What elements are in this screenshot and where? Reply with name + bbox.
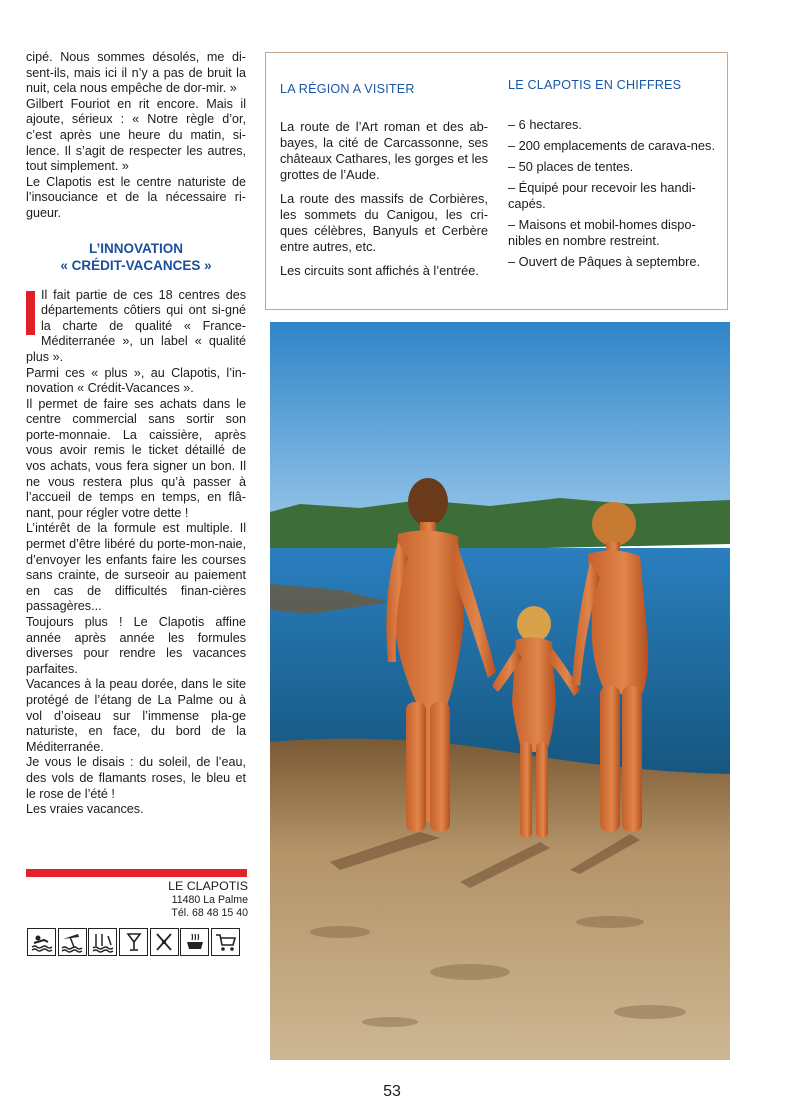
page-number: 53 [383, 1083, 401, 1100]
paragraph: Le Clapotis est le centre naturiste de l’insouciance et de la nécessaire ri-gueur. [26, 174, 246, 220]
figures-item: – Ouvert de Pâques à septembre. [508, 254, 701, 269]
cooking-icon [180, 928, 209, 956]
paragraph: L’intérêt de la formule est multiple. Il permet d’être libéré du porte-mon-naie, d’envoyer les enfants faire les courses sans crainte, de surseoir au paiement en cas de difficultés finan-cières passagères... [26, 521, 246, 614]
figures-item: – Maisons et mobil-homes dispo-nibles en nombre restreint. [508, 217, 696, 248]
accent-bar [26, 869, 247, 877]
section-title [26, 240, 246, 274]
section-title-line: L’INNOVATION [89, 240, 183, 256]
figures-item: – Équipé pour recevoir les handi-capés. [508, 180, 696, 211]
paragraph: Les vraies vacances. [26, 802, 144, 817]
figures-item: – 200 emplacements de carava-nes. [508, 138, 715, 153]
phone-number: Tél. 68 48 15 40 [171, 907, 248, 919]
figures-column [508, 77, 718, 275]
info-box [265, 52, 728, 310]
paragraph: Il permet de faire ses achats dans le centre commercial sans sortir son porte-monnaie. La caissière, après vous avoir remis le ticket détaillé de vos achats, vous fera signer un bon. Il ne vous restera plus qu’à passer à l’accueil de temps en temps, en flâ-nant, pour régler votre dette ! [26, 396, 246, 520]
left-column [26, 50, 246, 818]
region-paragraph: Les circuits sont affichés à l’entrée. [280, 263, 479, 278]
paragraph: Parmi ces « plus », au Clapotis, l’in-novation « Crédit-Vacances ». [26, 365, 246, 396]
bar-icon [119, 928, 148, 956]
sports-icon [88, 928, 117, 956]
region-title: LA RÉGION A VISITER [280, 82, 415, 96]
region-column [280, 81, 488, 287]
address-block [26, 880, 248, 921]
paragraph: Il fait partie de ces 18 centres des départements côtiers qui ont si-gné la charte de qualité « France-Méditerranée », un label « qualité plus ». [26, 287, 246, 364]
photo-illustration [270, 322, 730, 1060]
drop-cap-bar [26, 291, 35, 335]
beach-family-photo [270, 322, 730, 1060]
restaurant-icon [150, 928, 179, 956]
paragraph: Vacances à la peau dorée, dans le site protégé de l’étang de La Palme ou à vol d’oiseau sur l’immense pla-ge naturiste, en face, du bord de la Méditerranée. [26, 677, 246, 754]
paragraph: Je vous le disais : du soleil, de l’eau, des vols de flamants roses, le bleu et le rose de l’été ! [26, 755, 246, 801]
section-title-line: « CRÉDIT-VACANCES » [60, 257, 212, 273]
paragraph: cipé. Nous sommes désolés, me di-sent-ils, mais ici il n’y a pas de bruit la nuit, cela nous empêche de dor-mir. » [26, 50, 246, 96]
postal-address: 11480 La Palme [171, 893, 248, 906]
figures-item: – 50 places de tentes. [508, 159, 634, 174]
figures-title: LE CLAPOTIS EN CHIFFRES [508, 78, 682, 92]
beach-icon [58, 928, 87, 956]
figures-item: – 6 hectares. [508, 117, 582, 132]
region-paragraph: La route des massifs de Corbières, les sommets du Canigou, les cri-ques célèbres, Banyuls et Cerbère entre autres, etc. [280, 191, 488, 254]
paragraph: Toujours plus ! Le Clapotis affine année après année les formules diverses pour rendre les vacances parfaites. [26, 615, 246, 676]
venue-name: LE CLAPOTIS [168, 879, 248, 893]
amenity-icons [27, 928, 249, 958]
region-paragraph: La route de l’Art roman et des ab-bayes, la cité de Carcassonne, ses châteaux Cathares, les gorges et les grottes de l’Aude. [280, 119, 488, 182]
shop-trolley-icon [211, 928, 240, 956]
swimming-icon [27, 928, 56, 956]
paragraph: Gilbert Fouriot en rit encore. Mais il ajoute, sérieux : « Notre règle d’or, c’est après une heure du matin, si-lence. Il s’agit de respecter les autres, tout simplement. » [26, 96, 246, 174]
